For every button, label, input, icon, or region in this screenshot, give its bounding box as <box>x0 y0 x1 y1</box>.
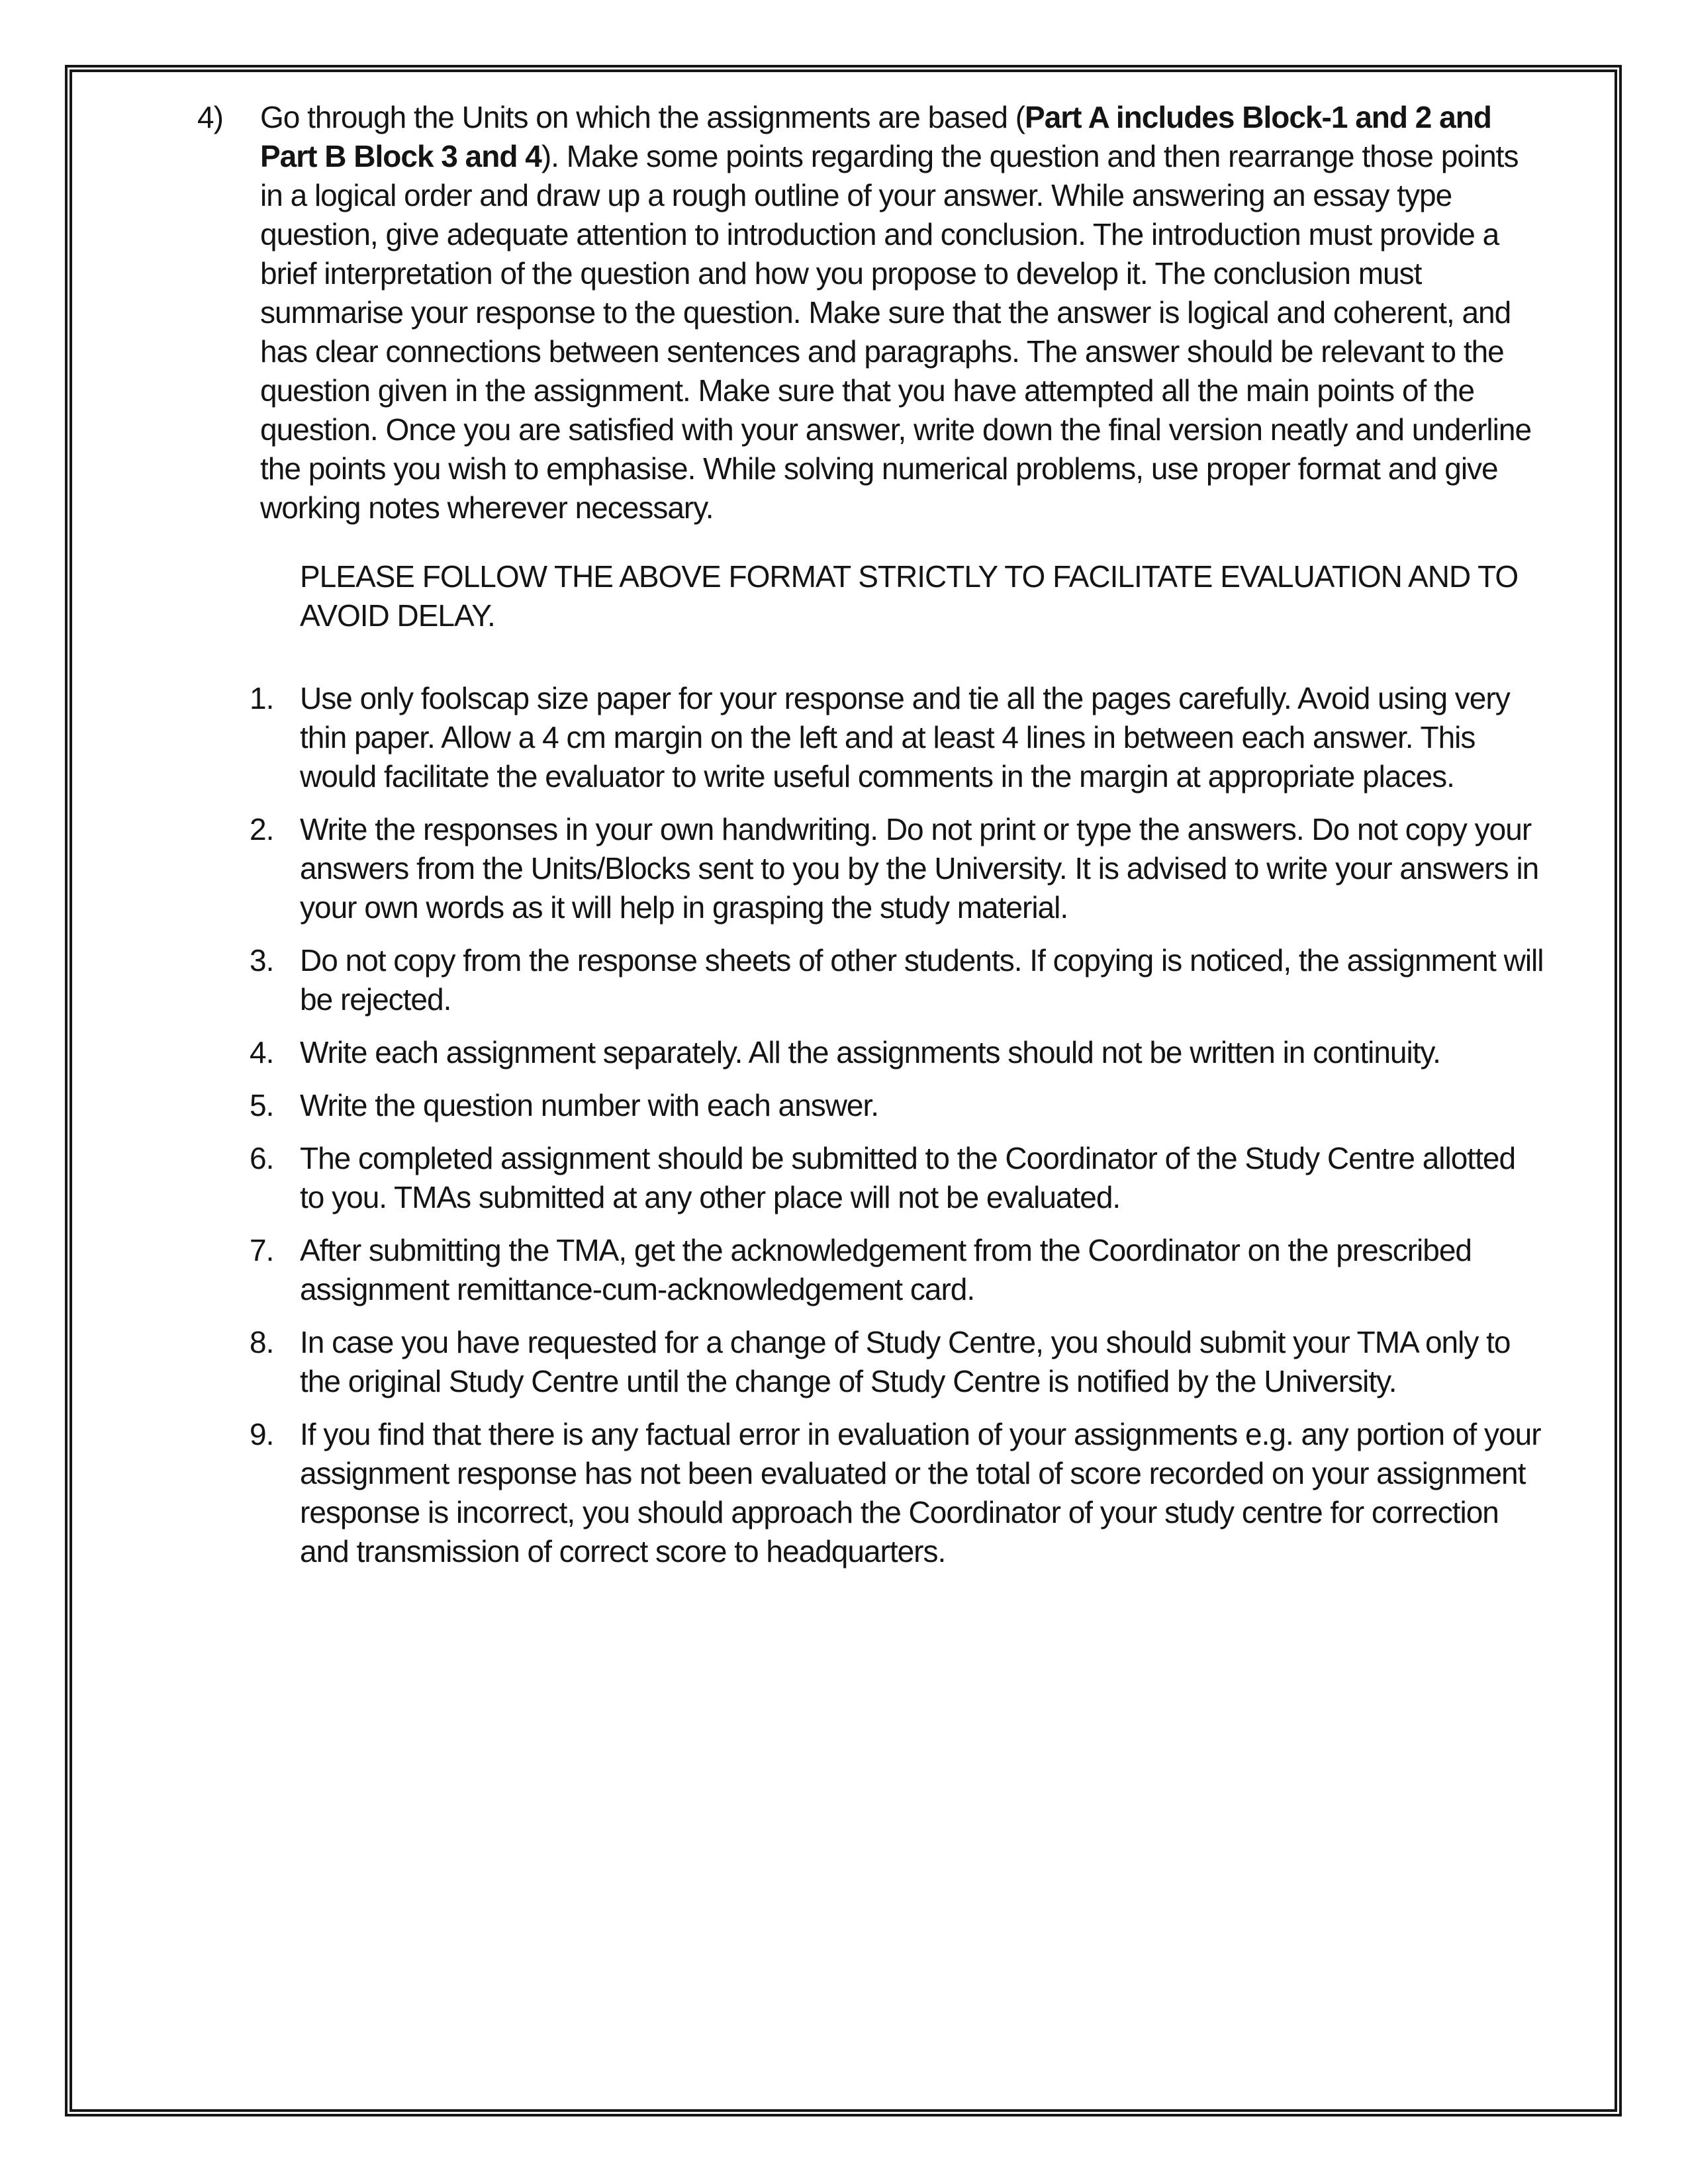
instruction-line: answers from the Units/Blocks sent to you by the University. It is advised to write your answers in <box>300 851 1539 886</box>
body-text: ). Make some points regarding the question and then rearrange those points <box>541 139 1519 173</box>
body-text: brief interpretation of the question and how you propose to develop it. The conclusion must <box>260 256 1422 291</box>
instruction-line: the original Study Centre until the change of Study Centre is notified by the University. <box>300 1364 1397 1398</box>
instruction-text <box>300 941 1615 1019</box>
page-border <box>65 65 1622 2116</box>
item-4-line <box>260 293 1531 332</box>
notice-line: AVOID DELAY. <box>300 598 495 633</box>
instruction-line: After submitting the TMA, get the acknowledgement from the Coordinator on the prescribed <box>300 1233 1472 1267</box>
body-text: question, give adequate attention to introduction and conclusion. The introduction must provide a <box>260 217 1499 251</box>
instruction-line: thin paper. Allow a 4 cm margin on the left and at least 4 lines in between each answer. This <box>300 720 1476 754</box>
instruction-number: 9. <box>250 1417 274 1451</box>
instruction-line: would facilitate the evaluator to write useful comments in the margin at appropriate places. <box>300 759 1454 794</box>
instruction-line: assignment remittance-cum-acknowledgement card. <box>300 1272 975 1306</box>
instruction-number: 4. <box>250 1035 274 1069</box>
item-4-line <box>260 371 1531 410</box>
item-4-number: 4) <box>197 100 223 134</box>
body-text: summarise your response to the question. Make sure that the answer is logical and coherent, and <box>260 295 1511 330</box>
item-4-line <box>260 176 1531 215</box>
item-4-line <box>260 137 1531 176</box>
instruction-line: The completed assignment should be submitted to the Coordinator of the Study Centre allotted <box>300 1141 1516 1175</box>
instruction-line: Use only foolscap size paper for your response and tie all the pages carefully. Avoid using very <box>300 681 1510 715</box>
instruction-text <box>300 1231 1615 1309</box>
body-text: question given in the assignment. Make sure that you have attempted all the main points of the <box>260 373 1475 408</box>
item-4-line <box>260 215 1531 254</box>
instruction-item <box>250 1415 1615 1571</box>
instruction-line: Write the question number with each answer. <box>300 1088 879 1122</box>
page-content <box>72 72 1615 1571</box>
body-text: the points you wish to emphasise. While solving numerical problems, use proper format and give <box>260 451 1498 486</box>
instruction-line: Write each assignment separately. All the assignments should not be written in continuity. <box>300 1035 1440 1069</box>
body-text: has clear connections between sentences and paragraphs. The answer should be relevant to the <box>260 334 1504 369</box>
body-text: in a logical order and draw up a rough outline of your answer. While answering an essay type <box>260 178 1452 212</box>
item-4-line <box>260 332 1531 371</box>
instruction-item <box>250 1086 1615 1125</box>
instruction-line: to you. TMAs submitted at any other place will not be evaluated. <box>300 1180 1121 1214</box>
instruction-line: response is incorrect, you should approach the Coordinator of your study centre for correction <box>300 1495 1499 1529</box>
item-4-line <box>260 410 1531 449</box>
item-4-line <box>260 488 1531 527</box>
instruction-list <box>197 679 1615 1571</box>
instruction-text <box>300 679 1615 796</box>
item-4-line <box>260 449 1531 488</box>
instruction-number: 7. <box>250 1233 274 1267</box>
bold-emphasis-text: Part B Block 3 and 4 <box>260 139 541 173</box>
instruction-item <box>250 679 1615 796</box>
item-4-line <box>260 254 1531 293</box>
instruction-line: In case you have requested for a change of Study Centre, you should submit your TMA only to <box>300 1325 1511 1359</box>
instruction-item <box>250 941 1615 1019</box>
instruction-text <box>300 810 1615 927</box>
item-4-line <box>260 98 1531 137</box>
item-4-text <box>260 98 1531 527</box>
instruction-text <box>300 1323 1615 1401</box>
notice-line: PLEASE FOLLOW THE ABOVE FORMAT STRICTLY TO FACILITATE EVALUATION AND TO <box>300 559 1519 594</box>
body-text: question. Once you are satisfied with your answer, write down the final version neatly and underline <box>260 412 1532 447</box>
instruction-number: 6. <box>250 1141 274 1175</box>
instruction-number: 2. <box>250 812 274 846</box>
instruction-item <box>250 1231 1615 1309</box>
instruction-text <box>300 1033 1615 1072</box>
instruction-line: assignment response has not been evaluated or the total of score recorded on your assignment <box>300 1456 1526 1490</box>
paragraph-item-4 <box>197 98 1615 527</box>
instruction-number: 5. <box>250 1088 274 1122</box>
instruction-line: be rejected. <box>300 982 451 1017</box>
instruction-item <box>250 1323 1615 1401</box>
instruction-line: If you find that there is any factual error in evaluation of your assignments e.g. any portion of your <box>300 1417 1541 1451</box>
instruction-text <box>300 1415 1615 1571</box>
instruction-line: and transmission of correct score to headquarters. <box>300 1534 946 1569</box>
instruction-item <box>250 1033 1615 1072</box>
body-text: working notes wherever necessary. <box>260 490 714 525</box>
instruction-number: 8. <box>250 1325 274 1359</box>
instruction-number: 3. <box>250 943 274 978</box>
instruction-line: Write the responses in your own handwriting. Do not print or type the answers. Do not copy your <box>300 812 1532 846</box>
format-notice <box>300 557 1615 635</box>
instruction-text <box>300 1086 1615 1125</box>
instruction-line: your own words as it will help in grasping the study material. <box>300 890 1068 925</box>
instruction-text <box>300 1139 1615 1217</box>
instruction-number: 1. <box>250 681 274 715</box>
bold-emphasis-text: Part A includes Block-1 and 2 and <box>1025 100 1491 134</box>
instruction-line: Do not copy from the response sheets of other students. If copying is noticed, the assignment will <box>300 943 1544 978</box>
instruction-item <box>250 810 1615 927</box>
body-text: Go through the Units on which the assignments are based ( <box>260 100 1025 134</box>
instruction-item <box>250 1139 1615 1217</box>
